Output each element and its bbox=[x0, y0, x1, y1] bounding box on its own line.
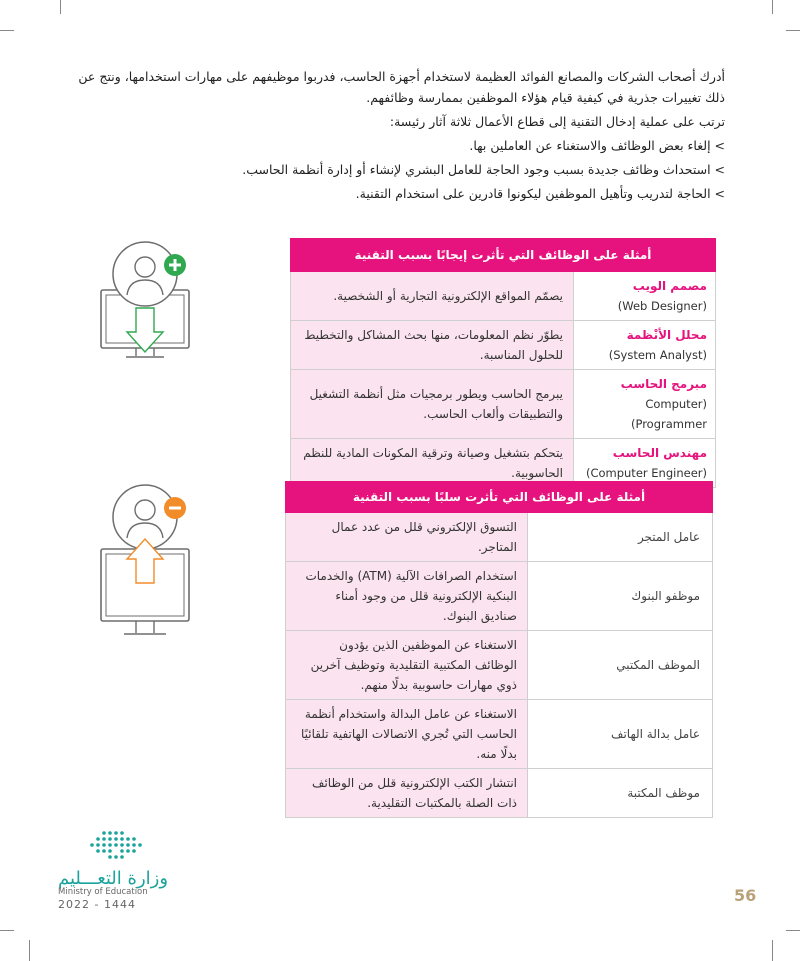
crop-mark bbox=[772, 940, 773, 961]
job-cell bbox=[574, 321, 716, 370]
intro-text bbox=[70, 66, 725, 207]
page-number: 56 bbox=[734, 886, 757, 905]
positive-impact-illustration bbox=[96, 240, 196, 365]
job-name: موظفو البنوك bbox=[528, 562, 713, 631]
job-title-en: (System Analyst) bbox=[608, 348, 707, 362]
job-description: يصمّم المواقع الإلكترونية التجارية أو الشخصية. bbox=[291, 272, 574, 321]
negative-impact-illustration bbox=[96, 483, 196, 643]
table-title: أمثلة على الوظائف التي تأثرت إيجابًا بسبب التقنية bbox=[291, 239, 716, 272]
job-description: استخدام الصرافات الآلية (ATM) والخدمات البنكية الإلكترونية قلل من وجود أمناء صناديق البنوك. bbox=[286, 562, 528, 631]
job-description: الاستغناء عن عامل البدالة واستخدام أنظمة الحاسب التي تُجري الاتصالات الهاتفية تلقائيًا بدلًا منه. bbox=[286, 700, 528, 769]
intro-subheading: ترتب على عملية إدخال التقنية إلى قطاع الأعمال ثلاثة آثار رئيسة: bbox=[389, 114, 725, 129]
ministry-name-en: Ministry of Education bbox=[58, 887, 148, 897]
negative-impact-table bbox=[285, 481, 713, 818]
job-title-ar: محلل الأنْظمة bbox=[626, 328, 707, 342]
intro-paragraph: أدرك أصحاب الشركات والمصانع الفوائد العظيمة لاستخدام أجهزة الحاسب، فدربوا موظيفهم على مهارات استخدامها، ونتج عن ذلك تغييرات جذرية في كيفية قيام هؤلاء الموظفين بممارسة وظائفهم. bbox=[78, 69, 725, 105]
crop-mark bbox=[786, 30, 800, 31]
job-name: موظف المكتبة bbox=[528, 769, 713, 818]
job-cell bbox=[574, 370, 716, 439]
table-row bbox=[291, 370, 716, 439]
crop-mark bbox=[0, 930, 14, 931]
job-name: عامل بدالة الهاتف bbox=[528, 700, 713, 769]
job-title-en: (Computer Programmer) bbox=[630, 397, 707, 431]
job-description: يطوّر نظم المعلومات، منها بحث المشاكل والتخطيط للحلول المناسبة. bbox=[291, 321, 574, 370]
table-row bbox=[291, 321, 716, 370]
crop-mark bbox=[0, 30, 14, 31]
crop-mark bbox=[772, 0, 773, 14]
crop-mark bbox=[29, 940, 30, 961]
positive-impact-table bbox=[290, 238, 716, 488]
job-description: انتشار الكتب الإلكترونية قلل من الوظائف ذات الصلة بالمكتبات التقليدية. bbox=[286, 769, 528, 818]
table-row bbox=[286, 631, 713, 700]
table-row bbox=[286, 700, 713, 769]
crop-mark bbox=[786, 930, 800, 931]
job-description: يتحكم بتشغيل وصيانة وترقية المكونات المادية للنظم الحاسوبية. bbox=[291, 439, 574, 488]
bullet-item: > الحاجة لتدريب وتأهيل الموظفين ليكونوا قادرين على استخدام التقنية. bbox=[355, 186, 725, 201]
job-description: الاستغناء عن الموظفين الذين يؤدون الوظائف المكتبية التقليدية وتوظيف آخرين ذوي مهارات حاسوبية بدلًا منهم. bbox=[286, 631, 528, 700]
job-title-en: (Web Designer) bbox=[617, 299, 707, 313]
year-label: 2022 - 1444 bbox=[58, 898, 136, 911]
crop-mark bbox=[60, 0, 61, 14]
bullet-item: > إلغاء بعض الوظائف والاستغناء عن العاملين بها. bbox=[469, 138, 725, 153]
ministry-name-ar: وزارة التعـــليم bbox=[58, 868, 169, 889]
job-description: التسوق الإلكتروني قلل من عدد عمال المتاجر. bbox=[286, 513, 528, 562]
job-title-en: (Computer Engineer) bbox=[585, 466, 707, 480]
table-row bbox=[286, 513, 713, 562]
job-title-ar: مهندس الحاسب bbox=[612, 446, 707, 460]
table-row bbox=[291, 272, 716, 321]
job-name: الموظف المكتبي bbox=[528, 631, 713, 700]
job-name: عامل المتجر bbox=[528, 513, 713, 562]
job-title-ar: مصمم الويب bbox=[632, 279, 707, 293]
table-row bbox=[286, 562, 713, 631]
table-row bbox=[286, 769, 713, 818]
job-cell bbox=[574, 272, 716, 321]
job-title-ar: مبرمج الحاسب bbox=[620, 377, 707, 391]
bullet-item: > استحداث وظائف جديدة بسبب وجود الحاجة للعامل البشري لإنشاء أو إدارة أنظمة الحاسب. bbox=[242, 162, 725, 177]
table-title: أمثلة على الوظائف التي تأثرت سلبًا بسبب التقنية bbox=[286, 482, 713, 513]
job-description: يبرمج الحاسب ويطور برمجيات مثل أنظمة التشغيل والتطبيقات وألعاب الحاسب. bbox=[291, 370, 574, 439]
